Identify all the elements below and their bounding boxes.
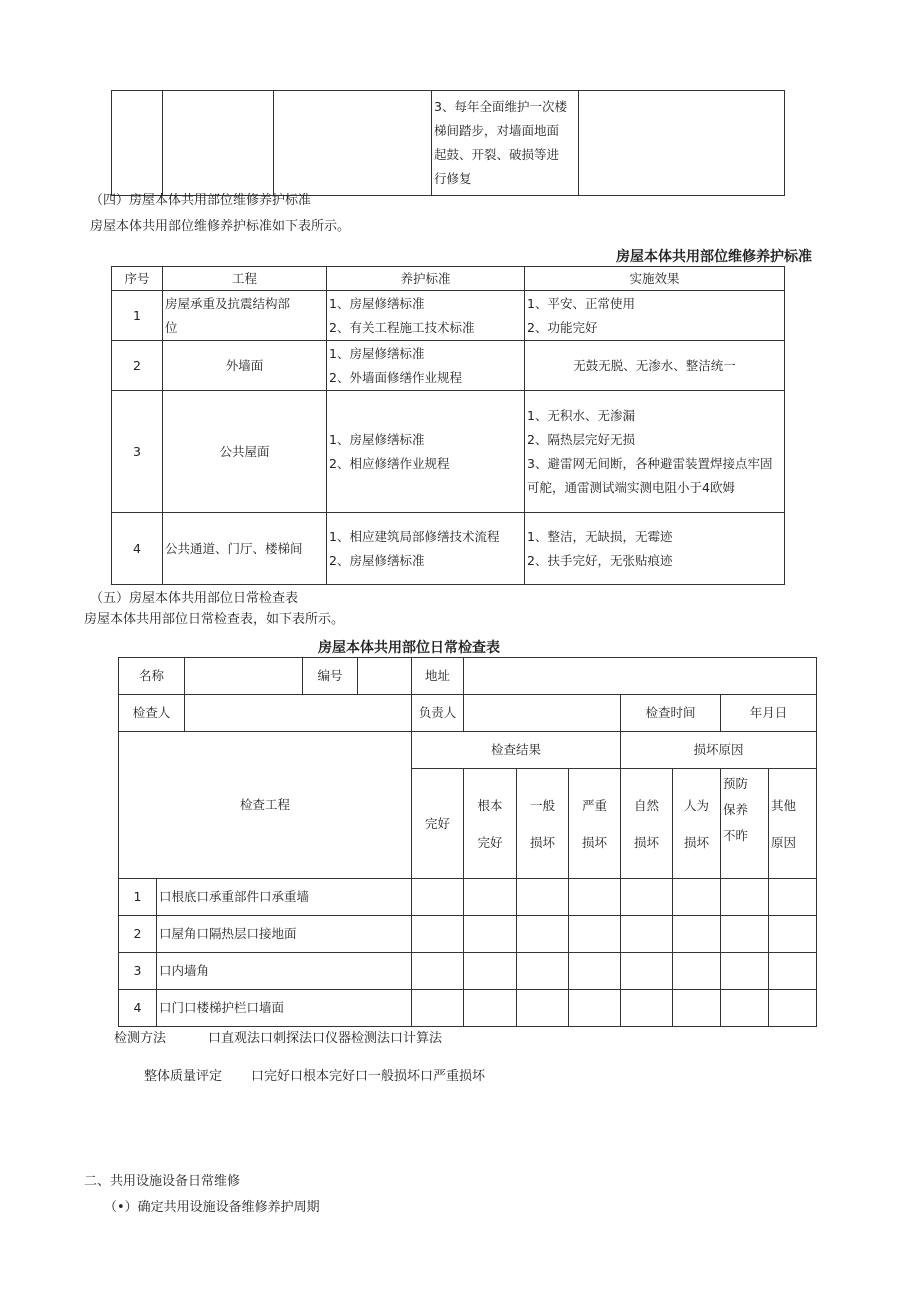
row-item: 口内墙角 (157, 953, 412, 990)
row-project: 外墙面 (163, 341, 327, 391)
section4-heading: （四）房屋本体共用部位维修养护标准 (90, 193, 312, 208)
table-row (119, 990, 817, 1027)
quality-label: 整体质量评定 (144, 1069, 223, 1084)
value-inspector (185, 695, 412, 732)
cell (569, 916, 621, 953)
section4-intro: 房屋本体共用部位维修养护标准如下表所示。 (90, 219, 351, 234)
label-code: 编号 (303, 658, 358, 695)
section-two-heading: 二、共用设施设备日常维修 (84, 1174, 241, 1189)
daily-inspection-table (118, 657, 817, 1027)
cell (412, 879, 464, 916)
header-no: 序号 (112, 267, 163, 291)
top-cell-5 (579, 91, 785, 196)
top-cell-1 (112, 91, 163, 196)
header-serious-damage: 严重 损坏 (569, 769, 621, 879)
header-intact: 完好 (412, 769, 464, 879)
value-responsible (464, 695, 621, 732)
method-options: 口直观法口刺探法口仪器检测法口计算法 (208, 1031, 443, 1046)
cell (412, 953, 464, 990)
cell (721, 879, 769, 916)
label-inspector: 检查人 (119, 695, 185, 732)
info-row-2 (119, 695, 817, 732)
section5-heading: （五）房屋本体共用部位日常检查表 (90, 591, 299, 606)
top-cell-3 (274, 91, 432, 196)
cell (412, 916, 464, 953)
section5-table-title: 房屋本体共用部位日常检查表 (318, 640, 500, 656)
header-project: 工程 (163, 267, 327, 291)
value-address (464, 658, 817, 695)
cell (769, 916, 817, 953)
header-check-result: 检查结果 (412, 732, 621, 769)
row-standard: 1、房屋修缮标准 2、外墙面修缮作业规程 (327, 341, 525, 391)
row-no: 3 (119, 953, 157, 990)
header-general-damage: 一般 损坏 (517, 769, 569, 879)
header-check-project: 检查工程 (119, 732, 412, 879)
cell (673, 953, 721, 990)
header-other: 其他 原因 (769, 769, 817, 879)
row-effect: 1、整洁，无缺损，无霉迹 2、扶手完好，无张贴痕迹 (525, 513, 785, 585)
cell (673, 916, 721, 953)
table-row (112, 391, 785, 513)
cell (769, 879, 817, 916)
cell (621, 990, 673, 1027)
row-effect: 1、平安、正常使用 2、功能完好 (525, 291, 785, 341)
row-project: 公共屋面 (163, 391, 327, 513)
row-no: 3 (112, 391, 163, 513)
header-damage-cause: 损坏原因 (621, 732, 817, 769)
row-standard: 1、相应建筑局部修缮技术流程 2、房屋修缮标准 (327, 513, 525, 585)
quality-options: 口完好口根本完好口一般损坏口严重损坏 (251, 1069, 486, 1084)
row-no: 4 (119, 990, 157, 1027)
row-standard: 1、房屋修缮标准 2、相应修缮作业规程 (327, 391, 525, 513)
table-row (112, 513, 785, 585)
cell (517, 916, 569, 953)
row-no: 1 (112, 291, 163, 341)
label-responsible: 负责人 (412, 695, 464, 732)
cell (721, 990, 769, 1027)
row-no: 1 (119, 879, 157, 916)
cell (621, 916, 673, 953)
cell (569, 953, 621, 990)
value-code (358, 658, 412, 695)
cell (673, 879, 721, 916)
header-standard: 养护标准 (327, 267, 525, 291)
cell (464, 879, 517, 916)
section4-table-title: 房屋本体共用部位维修养护标准 (616, 249, 812, 265)
table-header-row (112, 267, 785, 291)
label-address: 地址 (412, 658, 464, 695)
cell (569, 990, 621, 1027)
top-cell-2 (163, 91, 274, 196)
cell (769, 990, 817, 1027)
row-no: 4 (112, 513, 163, 585)
cell (517, 879, 569, 916)
table-row (112, 291, 785, 341)
maintenance-standard-table (111, 266, 785, 585)
section-two-subheading: （•）确定共用设施设备维修养护周期 (104, 1200, 320, 1215)
cell (464, 916, 517, 953)
row-item: 口根底口承重部件口承重墙 (157, 879, 412, 916)
cell (517, 953, 569, 990)
header-basic-intact: 根本 完好 (464, 769, 517, 879)
cell (769, 953, 817, 990)
cell (569, 879, 621, 916)
row-item: 口门口楼梯护栏口墙面 (157, 990, 412, 1027)
section5-intro: 房屋本体共用部位日常检查表，如下表所示。 (84, 612, 345, 627)
table-row (119, 953, 817, 990)
row-no: 2 (112, 341, 163, 391)
cell (517, 990, 569, 1027)
cell (412, 990, 464, 1027)
row-project: 公共通道、门厅、楼梯间 (163, 513, 327, 585)
info-row-1 (119, 658, 817, 695)
row-effect: 无鼓无脱、无渗水、整洁统一 (525, 341, 785, 391)
cell (621, 953, 673, 990)
row-standard: 1、房屋修缮标准 2、有关工程施工技术标准 (327, 291, 525, 341)
header-prevention: 预防 保养 不昨 (721, 769, 769, 879)
table-row (119, 879, 817, 916)
cell (621, 879, 673, 916)
row-project: 房屋承重及抗震结构部 位 (163, 291, 327, 341)
cell (673, 990, 721, 1027)
table-row (112, 341, 785, 391)
header-row-1 (119, 732, 817, 769)
row-effect: 1、无积水、无渗漏 2、隔热层完好无损 3、避雷网无间断，各种避雷装置焊接点牢固 可舵，通雷测试端实测电阻小于4欧姆 (525, 391, 785, 513)
cell (464, 953, 517, 990)
value-name (185, 658, 303, 695)
row-no: 2 (119, 916, 157, 953)
table-row (119, 916, 817, 953)
top-cell-text: 3、每年全面维护一次楼 梯间踏步，对墙面地面 起鼓、开裂、破损等进 行修复 (432, 91, 579, 196)
header-effect: 实施效果 (525, 267, 785, 291)
header-human-damage: 人为 损坏 (673, 769, 721, 879)
cell (721, 916, 769, 953)
label-name: 名称 (119, 658, 185, 695)
row-item: 口屋角口隔热层口接地面 (157, 916, 412, 953)
label-check-time: 检查时间 (621, 695, 721, 732)
cell (464, 990, 517, 1027)
method-label: 检测方法 (114, 1031, 167, 1046)
value-date: 年月日 (721, 695, 817, 732)
header-natural-damage: 自然 损坏 (621, 769, 673, 879)
top-partial-table (111, 90, 785, 196)
cell (721, 953, 769, 990)
